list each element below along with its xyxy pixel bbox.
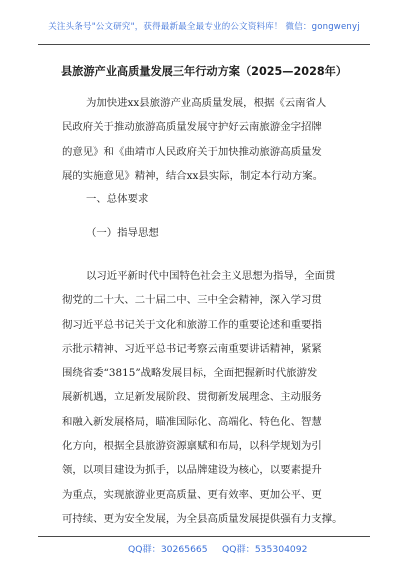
body-line: 示批示精神、习近平总书记考察云南重要讲话精神，紧紧 — [62, 342, 322, 355]
footer-qq-group-right: QQ群：535304092 — [222, 544, 308, 555]
body-line: 可持续、更为安全发展，为全县高质量发展提供强有力支撑。 — [62, 512, 343, 525]
intro-line: 为加快进xx县旅游产业高质量发展，根据《云南省人 — [86, 97, 327, 109]
section-heading: 一、总体要求 — [86, 193, 149, 205]
footer-qq-group-left: QQ群：30265665 — [128, 544, 208, 555]
intro-paragraph — [62, 91, 348, 188]
intro-line: 民政府关于推动旅游高质量发展守护好云南旅游金字招牌 — [62, 121, 322, 134]
body-line: 围绕省委“3815”战略发展目标，全面把握新时代旅游发 — [62, 367, 318, 380]
header-divider — [38, 44, 370, 45]
footer — [0, 541, 408, 559]
body-line: 以习近平新时代中国特色社会主义思想为指导，全面贯 — [86, 270, 336, 282]
body-line: 彻习近平总书记关于文化和旅游工作的重要论述和重要指 — [62, 318, 322, 331]
intro-line: 的意见》和《曲靖市人民政府关于加快推动旅游高质量发 — [62, 145, 322, 158]
body-line: 和融入新发展格局，瞄准国际化、高端化、特色化、智慧 — [62, 415, 322, 428]
footer-divider — [38, 536, 370, 537]
body-line: 化方向，根据全县旅游资源禀赋和布局，以科学规划为引 — [62, 440, 322, 453]
body-line: 领，以项目建设为抓手，以品牌建设为核心，以要素提升 — [62, 464, 322, 477]
subsection-heading: （一）指导思想 — [86, 227, 159, 239]
body-line: 为重点，实现旅游业更高质量、更有效率、更加公平、更 — [62, 488, 322, 501]
header-banner: 关注头条号"公文研究"，获得最新最全最专业的公文资料库！ 微信：gongwenyj — [48, 22, 360, 32]
body-line: 展新机遇，立足新发展阶段、贯彻新发展理念、主动服务 — [62, 391, 322, 404]
body-line: 彻党的二十大、二十届二中、三中全会精神，深入学习贯 — [62, 294, 322, 307]
document-title: 县旅游产业高质量发展三年行动方案（2025—2028年） — [60, 65, 348, 78]
intro-line: 展的实施意见》精神，结合xx县实际，制定本行动方案。 — [62, 169, 324, 182]
body-paragraph — [62, 264, 348, 531]
